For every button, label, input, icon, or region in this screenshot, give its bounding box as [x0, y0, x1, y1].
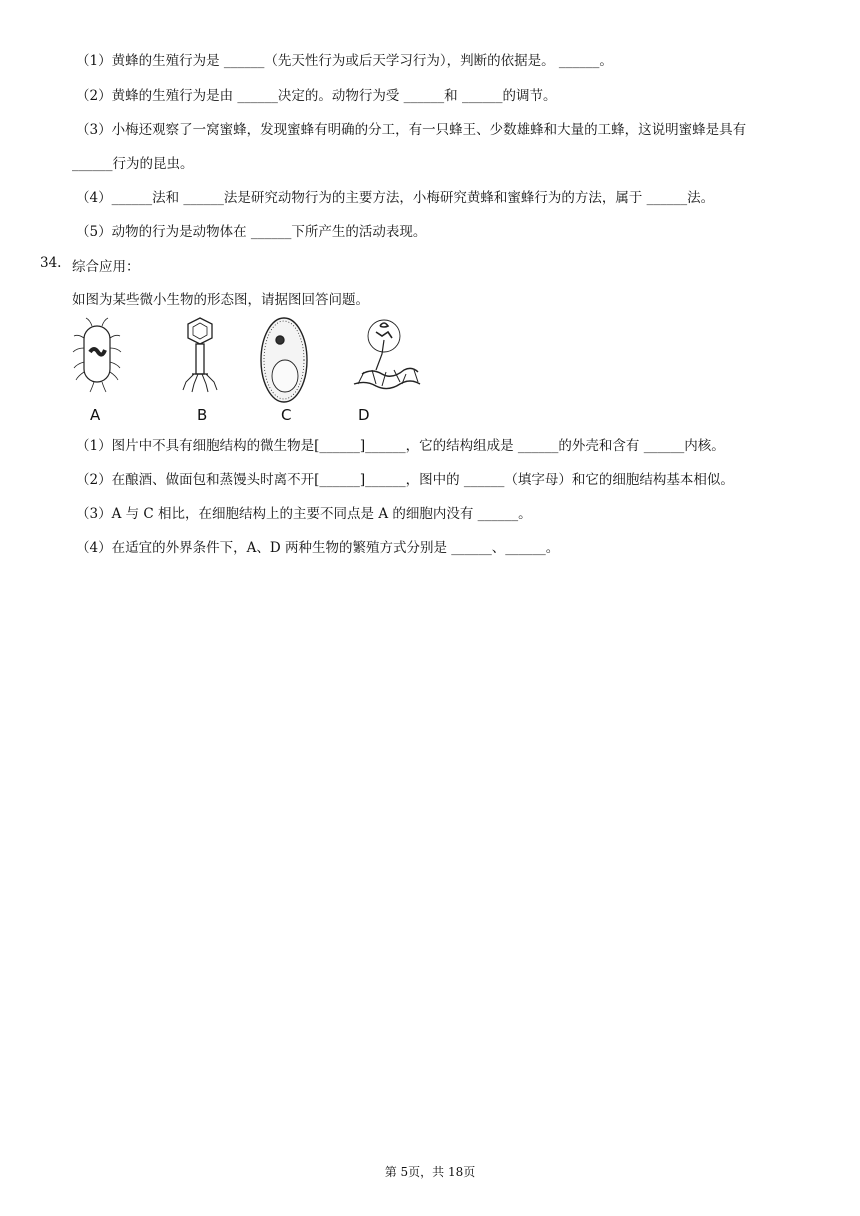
q34-sub-question-1: （1）图片中不具有细胞结构的微生物是[______]______，它的结构组成是 ______的外壳和含有 ______内核。 — [76, 438, 725, 454]
q34-sub-question-3: （3）A 与 C 相比，在细胞结构上的主要不同点是 A 的细胞内没有 ______。 — [76, 506, 532, 522]
sub-question-5: （5）动物的行为是动物体在 ______下所产生的活动表现。 — [76, 224, 427, 240]
yeast-drawing — [261, 318, 307, 402]
figure-label-c: C — [281, 406, 292, 424]
question-number: 34. — [40, 255, 62, 271]
question-title: 综合应用： — [72, 259, 140, 275]
virus-drawing — [183, 318, 217, 392]
figure-label-b: B — [197, 406, 208, 424]
bacterium-drawing — [73, 318, 121, 392]
sub-question-1: （1）黄蜂的生殖行为是 ______（先天性行为或后天学习行为），判断的依据是。 ______。 — [76, 53, 613, 69]
figure-label-d: D — [358, 406, 370, 424]
sub-question-3: （3）小梅还观察了一窝蜜蜂，发现蜜蜂有明确的分工，有一只蜂王、少数雄蜂和大量的工蜂，这说明蜜蜂是具有 — [76, 122, 747, 138]
sub-question-2: （2）黄蜂的生殖行为是由 ______决定的。动物行为受 ______和 ______的调节。 — [76, 88, 557, 104]
question-intro: 如图为某些微小生物的形态图，请据图回答问题。 — [72, 292, 369, 308]
sub-question-4: （4）______法和 ______法是研究动物行为的主要方法，小梅研究黄蜂和蜜蜂行为的方法，属于 ______法。 — [76, 190, 715, 206]
sub-question-3-continued: ______行为的昆虫。 — [72, 156, 194, 172]
page-footer: 第 5页，共 18页 — [384, 1165, 476, 1179]
mold-drawing — [354, 320, 420, 389]
q34-sub-question-4: （4）在适宜的外界条件下，A、D 两种生物的繁殖方式分别是 ______、______。 — [76, 540, 560, 556]
figure-label-a: A — [90, 406, 101, 424]
q34-sub-question-2: （2）在酿酒、做面包和蒸馒头时离不开[______]______，图中的 ______（填字母）和它的细胞结构基本相似。 — [76, 472, 734, 488]
microorganism-figure — [72, 314, 442, 426]
microorganism-drawings — [72, 314, 442, 406]
